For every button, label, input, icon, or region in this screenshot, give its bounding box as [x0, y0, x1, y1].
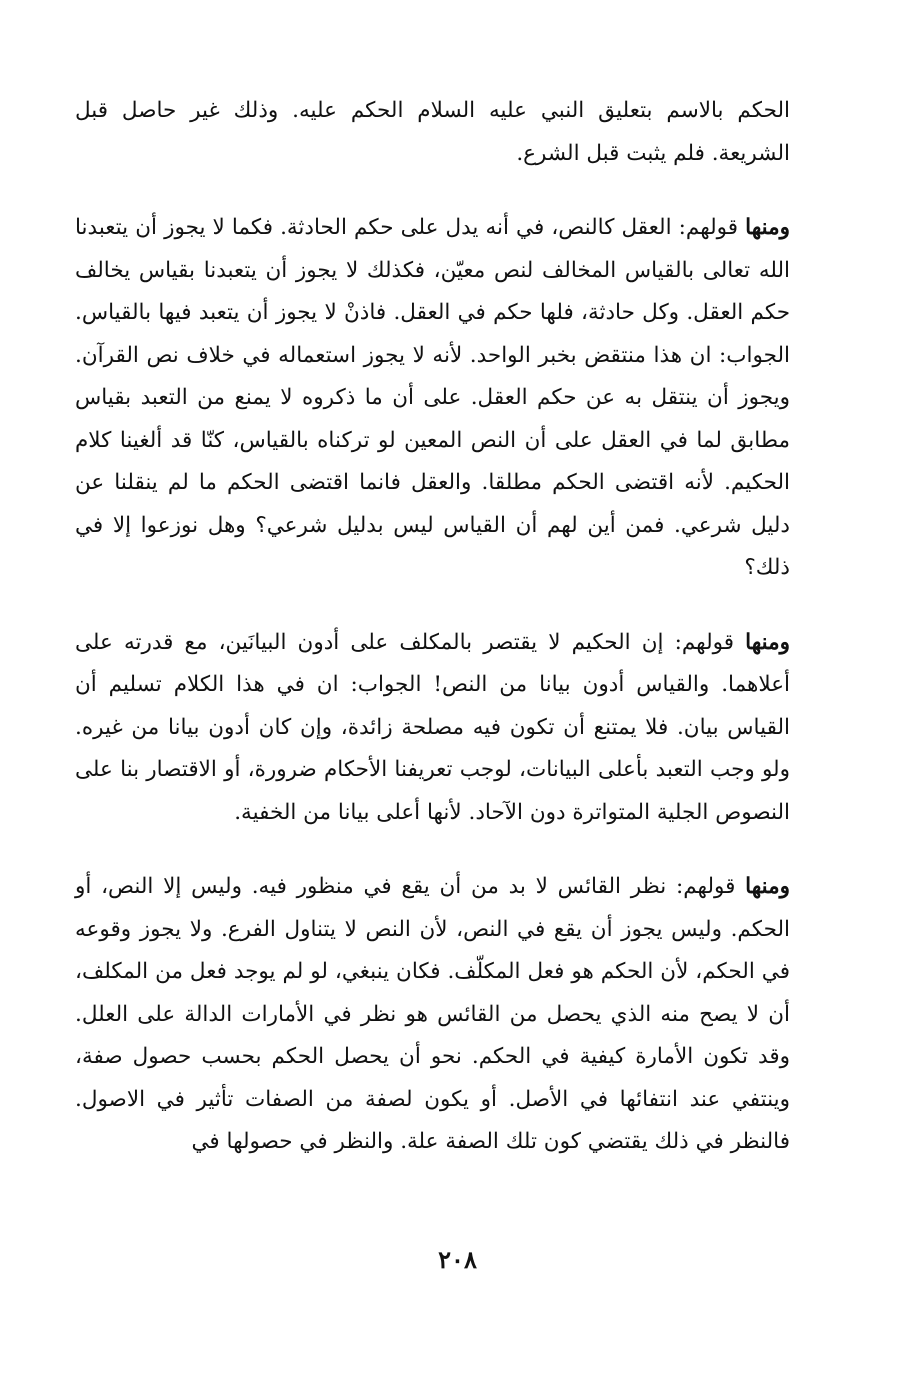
- paragraph-text: قولهم: نظر القائس لا بد من أن يقع في منظور فيه. وليس إلا النص، أو الحكم. وليس يجوز أن يقع في النص، لأن النص لا يتناول الفرع. ولا يجوز وقوعه في الحكم، لأن الحكم هو فعل المكلّف. فكان ينبغي، لو لم يوجد فعل من المكلف، أن لا يصح منه الذي يحصل من القائس هو نظر في الأمارات الدالة على العلل. وقد تكون الأمارة كيفية في الحكم. نحو أن يحصل الحكم بحسب حصول صفة، وينتفي عند انتفائها في الأصل. أو يكون لصفة من الصفات تأثير في الاصول. فالنظر في ذلك يقتضي كون تلك الصفة علة. والنظر في حصولها في: [75, 874, 790, 1154]
- page-body: [75, 90, 790, 1196]
- paragraph-text: قولهم: العقل كالنص، في أنه يدل على حكم الحادثة. فكما لا يجوز أن يتعبدنا الله تعالى بالقياس المخالف لنص معيّن، فكذلك لا يجوز أن يتعبدنا بقياس يخالف حكم العقل. وكل حادثة، فلها حكم في العقل. فاذنْ لا يجوز أن يتعبد فيها بالقياس. الجواب: ان هذا منتقض بخبر الواحد. لأنه لا يجوز استعماله في خلاف نص القرآن. ويجوز أن ينتقل به عن حكم العقل. على أن ما ذكروه لا يمنع من التعبد بقياس مطابق لما في العقل على أن النص المعين لو تركناه بالقياس، كنّا قد ألغينا كلام الحكيم. لأنه اقتضى الحكم مطلقا. والعقل فانما اقتضى الحكم ما لم ينقلنا عن دليل شرعي. فمن أين لهم أن القياس ليس بدليل شرعي؟ وهل نوزعوا إلا في ذلك؟: [75, 215, 790, 580]
- paragraph-4: [75, 866, 790, 1164]
- paragraph-text: قولهم: إن الحكيم لا يقتصر بالمكلف على أدون البيانَين، مع قدرته على أعلاهما. والقياس أدون بيانا من النص! الجواب: ان في هذا الكلام تسليم أن القياس بيان. فلا يمتنع أن تكون فيه مصلحة زائدة، وإن كان أدون بيانا من غيره. ولو وجب التعبد بأعلى البيانات، لوجب تعريفنا الأحكام ضرورة، أو الاقتصار بنا على النصوص الجلية المتواترة دون الآحاد. لأنها أعلى بيانا من الخفية.: [75, 629, 790, 825]
- page-number: ٢٠٨: [438, 1245, 477, 1274]
- paragraph-lead: ومنها: [745, 874, 790, 899]
- paragraph-3: [75, 622, 790, 835]
- paragraph-lead: ومنها: [745, 215, 790, 240]
- paragraph-lead: ومنها: [745, 629, 790, 655]
- paragraph-2: [75, 207, 790, 590]
- paragraph-1: [75, 90, 790, 175]
- paragraph-text: الحكم بالاسم بتعليق النبي عليه السلام الحكم عليه. وذلك غير حاصل قبل الشريعة. فلم يثبت قبل الشرع.: [75, 98, 790, 166]
